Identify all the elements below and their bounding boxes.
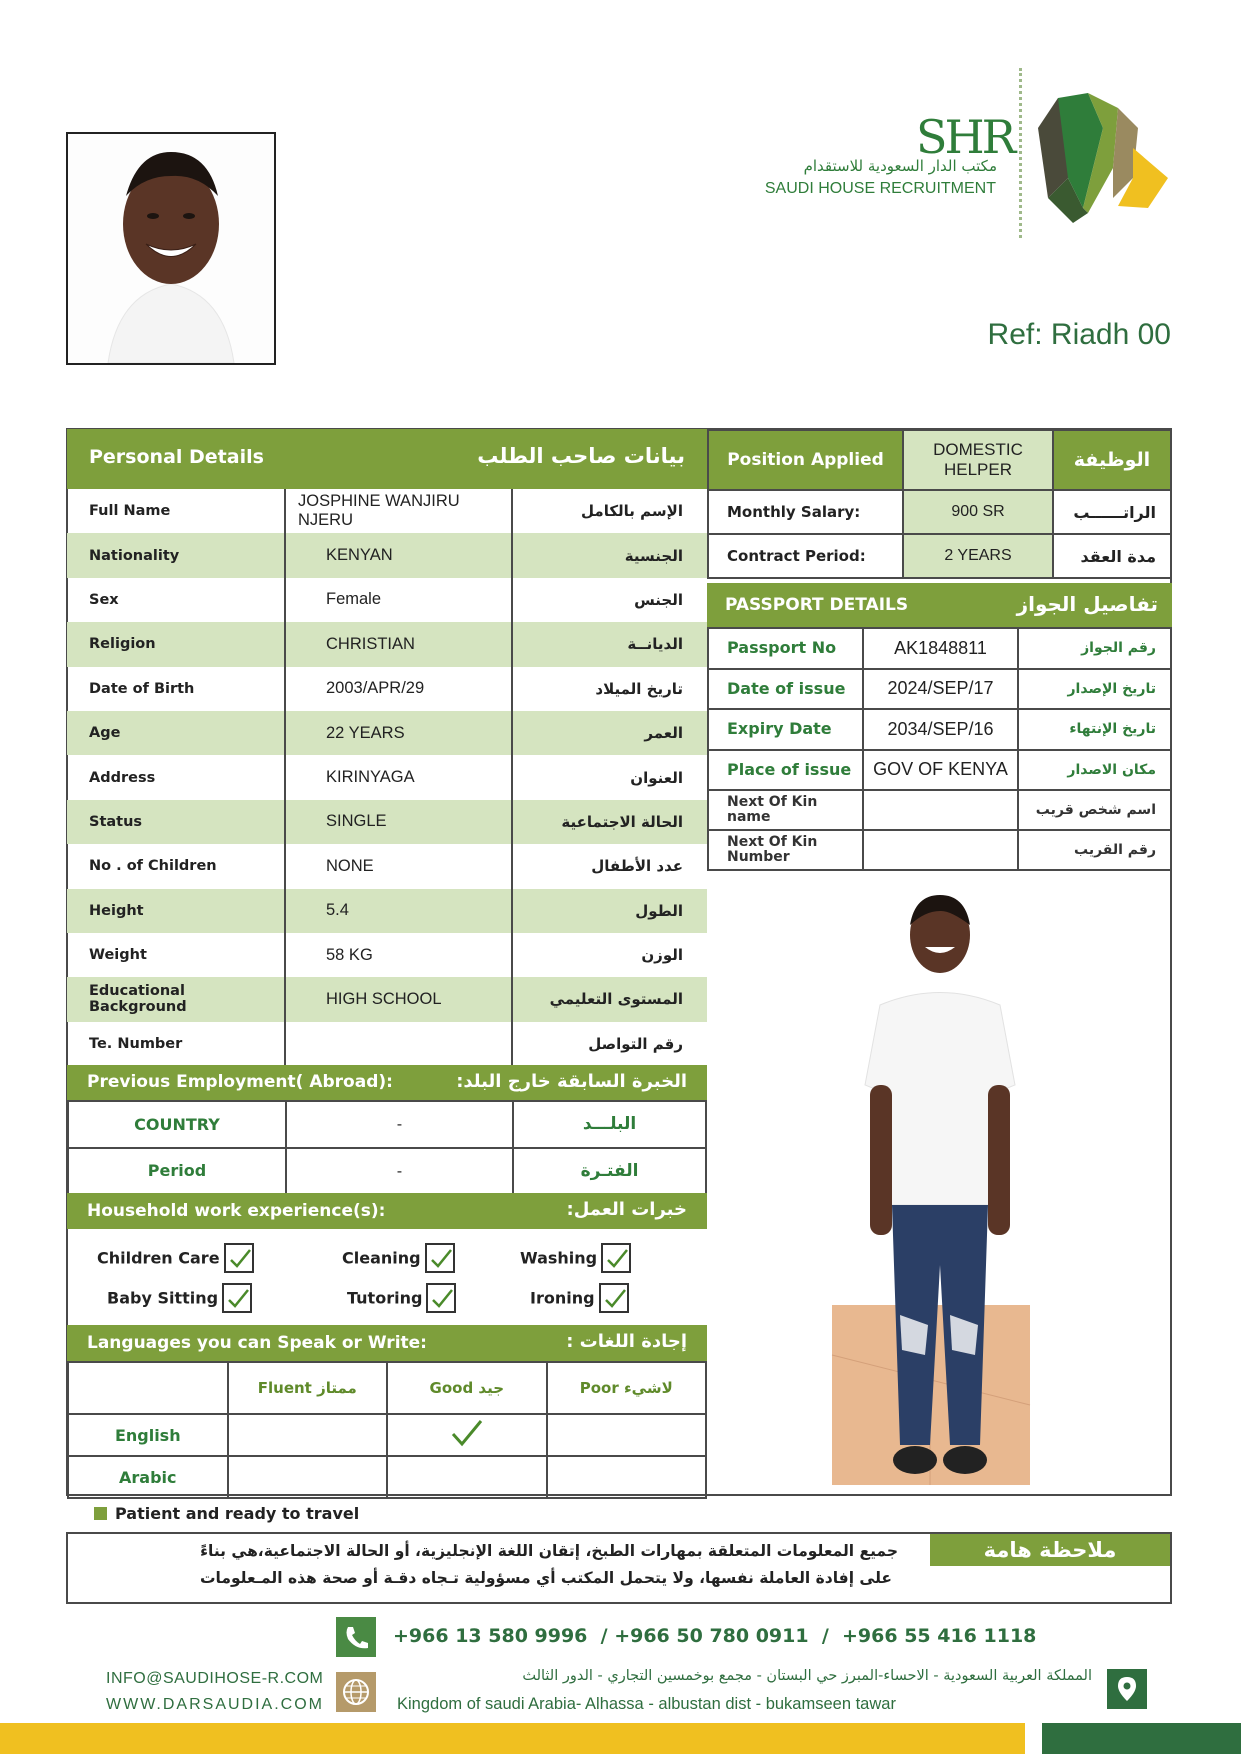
personal-label-en: Educational Background <box>67 977 285 1021</box>
household-item-label: Baby Sitting <box>107 1288 219 1308</box>
bullet-note-text: Patient and ready to travel <box>115 1504 360 1523</box>
passport-label-ar: تاريخ الإصدار <box>1018 669 1171 710</box>
previous-employment-row <box>68 1148 706 1195</box>
passport-row <box>708 669 1171 710</box>
personal-label-en: Sex <box>67 578 285 622</box>
important-note-line-2: على إفادة العاملة نفسها، ولا يتحمل المكتب أي مسؤولية تـجاه دقـة أو صحة هذه المـعلومات <box>199 1569 892 1587</box>
position-table <box>707 429 1172 579</box>
personal-row <box>67 489 707 533</box>
previous-label-en: Period <box>68 1148 286 1195</box>
footer-yellow-bar <box>0 1723 1025 1754</box>
household-item-label: Cleaning <box>342 1248 421 1268</box>
household-item <box>342 1243 455 1273</box>
previous-value: - <box>286 1148 513 1195</box>
household-item <box>520 1243 631 1273</box>
personal-row <box>67 1022 707 1066</box>
personal-label-en: Full Name <box>67 489 285 533</box>
languages-title-en: Languages you can Speak or Write: <box>87 1333 427 1353</box>
language-level-header: Poor لاشيء <box>547 1362 707 1414</box>
household-item-label: Children Care <box>97 1248 220 1268</box>
personal-value: Female <box>285 578 512 622</box>
passport-value: GOV OF KENYA <box>863 750 1018 791</box>
passport-value: 2034/SEP/16 <box>863 709 1018 750</box>
contract-value: 2 YEARS <box>903 534 1053 578</box>
personal-label-ar: عدد الأطفال <box>591 857 683 876</box>
previous-value: - <box>286 1101 513 1148</box>
checkbox[interactable] <box>222 1283 252 1313</box>
footer-green-bar <box>1042 1723 1241 1754</box>
language-level-header: Fluent ممتاز <box>228 1362 388 1414</box>
passport-label-en: Expiry Date <box>708 709 863 750</box>
full-body-photo <box>800 885 1060 1485</box>
passport-value <box>863 790 1018 830</box>
household-title-en: Household work experience(s): <box>87 1201 386 1221</box>
personal-value: KENYAN <box>285 533 512 577</box>
passport-value: AK1848811 <box>863 628 1018 669</box>
previous-label-en: COUNTRY <box>68 1101 286 1148</box>
passport-label-ar: اسم شخص قريب <box>1018 790 1171 830</box>
important-note-title: ملاحظة هامة <box>930 1534 1170 1566</box>
personal-label-ar: العنوان <box>630 768 683 787</box>
contract-label-ar: مدة العقد <box>1053 534 1171 578</box>
personal-value: 22 YEARS <box>285 711 512 755</box>
household-item <box>530 1283 629 1313</box>
personal-row <box>67 622 707 666</box>
salary-row <box>708 490 1171 534</box>
passport-label-en: Place of issue <box>708 750 863 791</box>
personal-details-title-en: Personal Details <box>89 446 264 468</box>
personal-row <box>67 844 707 888</box>
personal-label-en: Date of Birth <box>67 667 285 711</box>
personal-label-en: No . of Children <box>67 844 285 888</box>
household-item-label: Washing <box>520 1248 598 1268</box>
passport-row <box>708 709 1171 750</box>
personal-row <box>67 889 707 933</box>
contract-label-en: Contract Period: <box>708 534 903 578</box>
personal-label-en: Nationality <box>67 533 285 577</box>
language-row <box>68 1456 706 1498</box>
languages-header <box>67 1325 707 1361</box>
personal-label-ar: الوزن <box>641 946 683 965</box>
globe-icon <box>336 1672 376 1712</box>
household-item <box>107 1283 252 1313</box>
previous-label-ar: البلـــد <box>513 1101 706 1148</box>
salary-value: 900 SR <box>903 490 1053 534</box>
logo-divider <box>1019 68 1022 238</box>
passport-label-ar: تاريخ الإنتهاء <box>1018 709 1171 750</box>
portrait-photo <box>66 132 276 365</box>
household-checklist <box>67 1229 707 1325</box>
saudi-map-icon <box>1028 88 1178 228</box>
household-header <box>67 1193 707 1229</box>
passport-label-en: Passport No <box>708 628 863 669</box>
personal-row <box>67 933 707 977</box>
location-pin-icon <box>1107 1669 1147 1709</box>
personal-details-table <box>67 489 707 1066</box>
passport-label-ar: رقم القريب <box>1018 830 1171 870</box>
personal-row <box>67 977 707 1021</box>
personal-label-en: Address <box>67 755 285 799</box>
checkbox[interactable] <box>224 1243 254 1273</box>
language-row <box>68 1414 706 1456</box>
personal-details-title-ar: بيانات صاحب الطلب <box>477 444 685 468</box>
passport-label-ar: مكان الاصدار <box>1018 750 1171 791</box>
personal-label-en: Te. Number <box>67 1022 285 1066</box>
language-level-cell[interactable] <box>387 1456 546 1498</box>
household-item-label: Tutoring <box>347 1288 423 1308</box>
passport-label-ar: رقم الجواز <box>1018 628 1171 669</box>
personal-label-ar: العمر <box>644 724 683 743</box>
passport-label-en: Next Of Kin Number <box>708 830 863 870</box>
passport-table <box>707 627 1172 871</box>
personal-label-ar: الإسم بالكامل <box>581 502 683 521</box>
personal-label-en: Religion <box>67 622 285 666</box>
personal-value: 2003/APR/29 <box>285 667 512 711</box>
logo-mark: SHR <box>916 110 1014 164</box>
checkmark-icon <box>450 1433 484 1452</box>
personal-row <box>67 755 707 799</box>
passport-label-en: Next Of Kin name <box>708 790 863 830</box>
passport-label-en: Date of issue <box>708 669 863 710</box>
personal-value: NONE <box>285 844 512 888</box>
household-item <box>97 1243 254 1273</box>
personal-label-ar: رقم التواصل <box>588 1034 683 1053</box>
phone-numbers: +966 13 580 9996 / +966 50 780 0911 / +966 55 416 1118 <box>393 1625 1037 1647</box>
passport-header <box>707 583 1172 627</box>
personal-label-ar: الحالة الاجتماعية <box>561 812 683 831</box>
website-link[interactable]: WWW.DARSAUDIA.COM <box>106 1696 324 1713</box>
personal-label-en: Age <box>67 711 285 755</box>
languages-header-row <box>68 1362 706 1414</box>
email-link[interactable]: INFO@SAUDIHOSE-R.COM <box>106 1670 324 1687</box>
salary-label-en: Monthly Salary: <box>708 490 903 534</box>
address-english: Kingdom of saudi Arabia- Alhassa - albustan dist - bukamseen tawar <box>397 1695 896 1713</box>
household-item <box>347 1283 456 1313</box>
language-level-header: Good جيد <box>387 1362 546 1414</box>
checkbox[interactable] <box>426 1283 456 1313</box>
personal-label-en: Status <box>67 800 285 844</box>
logo-arabic-name: مكتب الدار السعودية للاستقدام <box>803 157 997 175</box>
personal-label-en: Height <box>67 889 285 933</box>
languages-title-ar: إجادة اللغات : <box>566 1331 687 1352</box>
personal-value: JOSPHINE WANJIRU NJERU <box>285 489 512 533</box>
passport-title-ar: تفاصيل الجواز <box>1016 592 1158 616</box>
reference-number: Ref: Riadh 00 <box>987 318 1171 351</box>
position-label-en: Position Applied <box>708 430 903 490</box>
personal-value: HIGH SCHOOL <box>285 977 512 1021</box>
personal-label-en: Weight <box>67 933 285 977</box>
personal-value: 5.4 <box>285 889 512 933</box>
passport-title-en: PASSPORT DETAILS <box>725 595 909 615</box>
portrait-illustration <box>68 134 274 363</box>
language-level-cell[interactable] <box>228 1456 388 1498</box>
language-name: Arabic <box>68 1456 228 1498</box>
previous-employment-title-ar: الخبرة السابقة خارج البلد: <box>456 1071 687 1092</box>
address-arabic: المملكة العربية السعودية - الاحساء-المبرز حي البستان - مجمع بوخمسين التجاري - الدور الثالث <box>522 1668 1092 1684</box>
personal-label-ar: الجنس <box>634 590 683 609</box>
previous-label-ar: الفتـرة <box>513 1148 706 1195</box>
position-row <box>708 430 1171 490</box>
important-note-line-1: جميع المعلومات المتعلقة بمهارات الطبخ، إتقان اللغة الإنجليزية، أو الحالة الاجتماعية،هي بناءً <box>200 1542 898 1560</box>
personal-row <box>67 578 707 622</box>
passport-row <box>708 830 1171 870</box>
passport-value <box>863 830 1018 870</box>
bullet-square-icon <box>94 1507 107 1520</box>
personal-value: SINGLE <box>285 800 512 844</box>
personal-value: KIRINYAGA <box>285 755 512 799</box>
bullet-note <box>94 1504 359 1523</box>
logo-english-name: SAUDI HOUSE RECRUITMENT <box>764 180 996 197</box>
previous-employment-title-en: Previous Employment( Abroad): <box>87 1072 393 1092</box>
checkbox[interactable] <box>425 1243 455 1273</box>
household-item-label: Ironing <box>530 1288 595 1308</box>
important-note-box <box>66 1532 1172 1604</box>
personal-value: 58 KG <box>285 933 512 977</box>
household-title-ar: خبرات العمل: <box>566 1199 687 1220</box>
full-body-illustration <box>800 885 1060 1485</box>
phone-icon <box>336 1617 376 1657</box>
logo <box>764 60 1180 240</box>
personal-value <box>285 1022 512 1066</box>
personal-row <box>67 711 707 755</box>
language-level-cell[interactable] <box>228 1414 388 1456</box>
previous-employment-header <box>67 1065 707 1100</box>
personal-details-header <box>67 429 707 489</box>
personal-label-ar: تاريخ الميلاد <box>595 679 683 698</box>
personal-row <box>67 667 707 711</box>
position-label-ar: الوظيفة <box>1053 430 1171 490</box>
position-value: DOMESTIC HELPER <box>903 430 1053 490</box>
personal-label-ar: الديانــة <box>627 635 683 654</box>
previous-employment-table <box>67 1100 707 1195</box>
contract-row <box>708 534 1171 578</box>
language-level-cell[interactable] <box>387 1414 546 1456</box>
languages-table <box>67 1361 707 1499</box>
language-name: English <box>68 1414 228 1456</box>
personal-label-ar: المستوى التعليمي <box>549 990 683 1009</box>
checkbox[interactable] <box>599 1283 629 1313</box>
personal-row <box>67 800 707 844</box>
personal-value: CHRISTIAN <box>285 622 512 666</box>
checkbox[interactable] <box>601 1243 631 1273</box>
passport-row <box>708 628 1171 669</box>
previous-employment-row <box>68 1101 706 1148</box>
salary-label-ar: الراتــــــب <box>1053 490 1171 534</box>
passport-value: 2024/SEP/17 <box>863 669 1018 710</box>
personal-label-ar: الجنسية <box>624 546 683 565</box>
personal-label-ar: الطول <box>635 901 683 920</box>
language-level-cell[interactable] <box>547 1414 707 1456</box>
passport-row <box>708 790 1171 830</box>
personal-row <box>67 533 707 577</box>
language-level-cell[interactable] <box>547 1456 707 1498</box>
passport-row <box>708 750 1171 791</box>
